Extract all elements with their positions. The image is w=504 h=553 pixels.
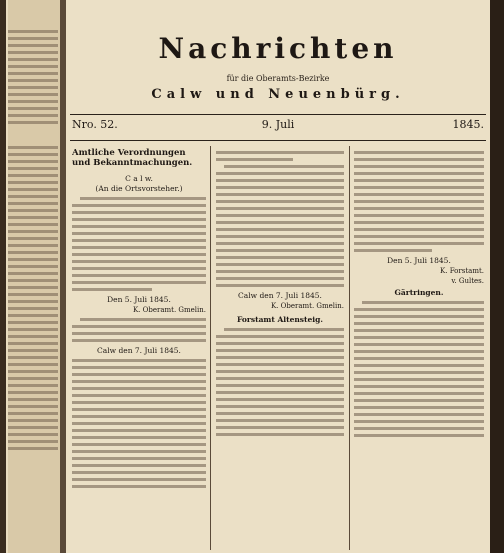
previous-page-strip [8, 0, 60, 553]
notice-signature-2: v. Gultes. [451, 277, 484, 285]
notice-date: Den 5. Juli 1845. [387, 256, 451, 265]
issue-line [72, 118, 484, 136]
masthead-title: Nachrichten [158, 32, 398, 65]
article-column-2 [216, 148, 344, 548]
notice-heading: Gärtringen. [394, 288, 444, 297]
address-line: (An die Ortsvorsteher.) [95, 184, 183, 193]
place-heading: C a l w. [125, 174, 153, 183]
masthead-subtitle: für die Oberamts-Bezirke [226, 74, 330, 83]
notice-signature: K. Oberamt. Gmelin. [270, 302, 344, 310]
notice-signature: K. Forstamt. [440, 267, 484, 275]
issue-date: 9. Juli [261, 118, 295, 131]
issue-number: Nro. 52. [72, 118, 118, 131]
masthead-places: Calw und Neuenbürg. [151, 87, 405, 102]
page-edge-shadow [490, 0, 504, 553]
article-column-3 [354, 148, 484, 548]
notice-date: Calw den 7. Juli 1845. [238, 291, 322, 300]
issue-year: 1845. [452, 118, 484, 131]
newspaper-page [66, 0, 490, 553]
notice-date: Den 5. Juli 1845. [107, 295, 171, 304]
notice-heading: Forstamt Altensteig. [237, 315, 323, 324]
binding-edge [0, 0, 6, 553]
section-heading: Amtliche Verordnungen und Bekanntmachungen. [72, 148, 193, 168]
notice-date-2: Calw den 7. Juli 1845. [97, 346, 181, 355]
column-rule [349, 146, 350, 550]
masthead-rule-bottom [70, 140, 486, 141]
notice-signature: K. Oberamt. Gmelin. [132, 306, 206, 314]
column-rule [210, 146, 211, 550]
masthead-rule-top [70, 114, 486, 115]
article-column-1 [72, 148, 206, 548]
